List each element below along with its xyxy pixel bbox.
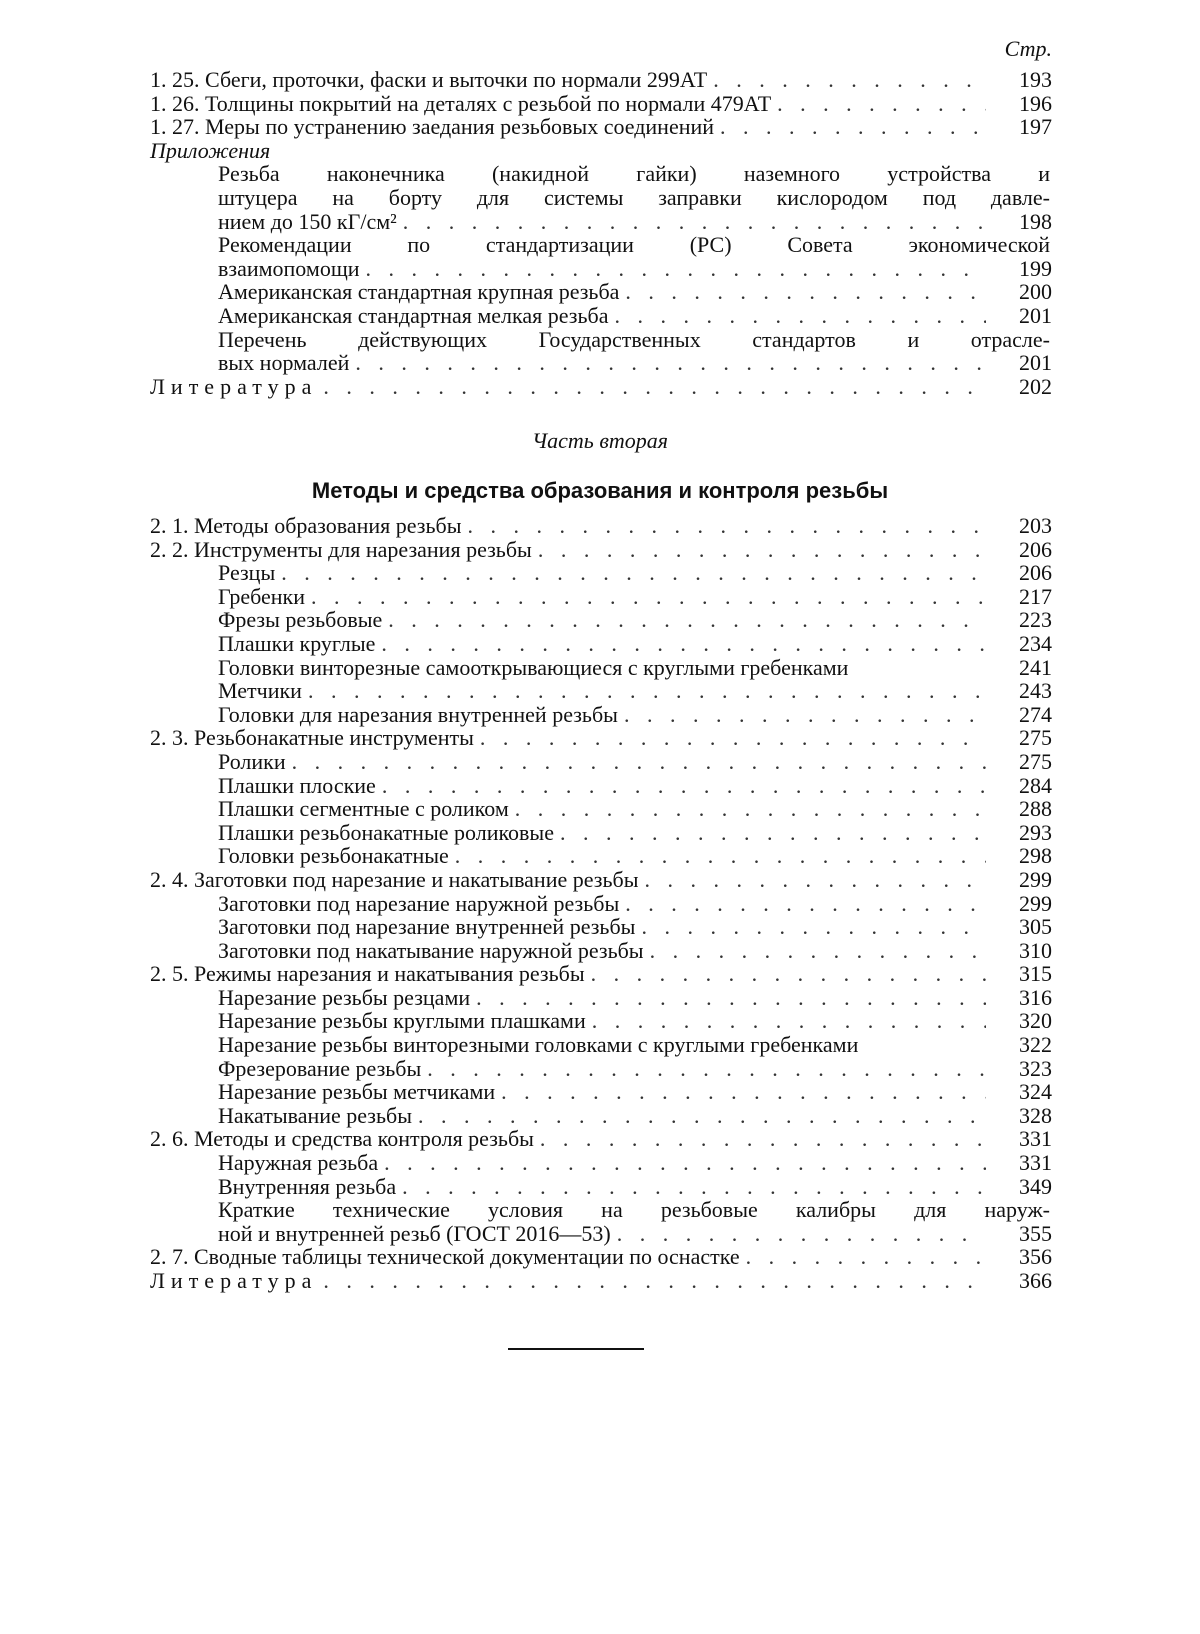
dot-leader	[476, 986, 986, 1010]
toc-entry-title: Нарезание резьбы метчиками	[218, 1079, 496, 1105]
toc-entry-title: Накатывание резьбы	[218, 1102, 413, 1128]
dot-leader	[615, 304, 987, 328]
toc-entry	[150, 1104, 1052, 1128]
toc-page-number: 356	[1019, 1244, 1052, 1270]
toc-entry	[150, 750, 1052, 774]
toc-entry	[150, 868, 1052, 892]
toc-entry-title: 2. 3. Резьбонакатные инструменты	[150, 725, 474, 751]
dot-leader	[644, 868, 986, 892]
toc-entry	[150, 1198, 1052, 1245]
dot-leader	[777, 92, 986, 116]
toc-page-number: 275	[1019, 725, 1052, 751]
toc-entry-title: Головки винторезные самооткрывающиеся с круглыми гребенками	[218, 654, 849, 680]
toc-entry-title: 2. 2. Инструменты для нарезания резьбы	[150, 536, 532, 562]
toc-entry	[150, 68, 1052, 92]
toc-entry	[150, 679, 1052, 703]
toc-page-number: 324	[1019, 1079, 1052, 1105]
dot-leader	[720, 115, 986, 139]
dot-leader	[713, 68, 986, 92]
toc-entry	[150, 1245, 1052, 1269]
dot-leader	[501, 1080, 986, 1104]
toc-page-number: 201	[1019, 350, 1052, 376]
toc-entry-title-line: штуцера на борту для системы заправки кислородом под давле-	[218, 184, 1050, 210]
toc-entry-title: Заготовки под накатывание наружной резьбы	[218, 937, 644, 963]
dot-leader	[515, 797, 986, 821]
toc-entry	[150, 538, 1052, 562]
toc-entry-title: Плашки плоские	[218, 772, 376, 798]
toc-entry-title: Резцы	[218, 560, 276, 586]
toc-page-number: 199	[1019, 255, 1052, 281]
toc-entry-title: Плашки круглые	[218, 630, 376, 656]
dot-leader	[381, 632, 986, 656]
toc-entry-title: 2. 1. Методы образования резьбы	[150, 513, 462, 538]
toc-entry-title: Нарезание резьбы винторезными головками с круглыми гребенками	[218, 1032, 859, 1058]
toc-part-two	[150, 514, 1052, 1293]
toc-page-number: 299	[1019, 866, 1052, 892]
toc-page-number: 331	[1019, 1126, 1052, 1152]
toc-page-number: 322	[1019, 1032, 1052, 1058]
toc-page-number: 284	[1019, 772, 1052, 798]
toc-entry-title: Литература	[150, 373, 318, 399]
dot-leader	[323, 1269, 986, 1293]
toc-entry-title-line: Резьба наконечника (накидной гайки) наземного устройства и	[218, 161, 1050, 187]
toc-entry	[150, 115, 1052, 139]
toc-page-number: 310	[1019, 937, 1052, 963]
toc-page-number: 203	[1019, 513, 1052, 538]
toc-page-number: 293	[1019, 819, 1052, 845]
toc-page-number: 274	[1019, 701, 1052, 727]
toc-entry	[150, 233, 1052, 280]
dot-leader	[746, 1245, 986, 1269]
toc-entry-title: Ролики	[218, 748, 286, 774]
toc-page-number: 288	[1019, 796, 1052, 822]
dot-leader	[418, 1104, 986, 1128]
toc-entry-title: Плашки резьбонакатные роликовые	[218, 819, 554, 845]
toc-entry-title: 2. 7. Сводные таблицы технической документации по оснастке	[150, 1244, 740, 1270]
toc-entry	[150, 844, 1052, 868]
toc-page-number: 315	[1019, 961, 1052, 987]
toc-page-number: 196	[1019, 90, 1052, 116]
toc-entry-title: 2. 4. Заготовки под нарезание и накатывание резьбы	[150, 866, 639, 892]
toc-entry-title-line: Рекомендации по стандартизации (РС) Совета экономической	[218, 232, 1050, 258]
toc-entry	[150, 1057, 1052, 1081]
toc-page-number: 305	[1019, 914, 1052, 940]
toc-entry	[150, 561, 1052, 585]
toc-page-number: 206	[1019, 560, 1052, 586]
toc-entry-title: Метчики	[218, 678, 302, 704]
toc-page-number: 366	[1019, 1268, 1052, 1293]
dot-leader	[467, 514, 986, 538]
toc-entry	[150, 797, 1052, 821]
dot-leader	[403, 210, 986, 234]
toc-entry	[150, 726, 1052, 750]
toc-entry	[150, 892, 1052, 916]
toc-entry	[150, 774, 1052, 798]
toc-entry-title: Приложения	[150, 137, 271, 163]
dot-leader	[480, 726, 986, 750]
toc-entry-title-line: ной и внутренней резьб (ГОСТ 2016—53)	[218, 1220, 611, 1246]
dot-leader	[560, 821, 986, 845]
dot-leader	[292, 750, 986, 774]
toc-entry	[150, 986, 1052, 1010]
toc-entry	[150, 1127, 1052, 1151]
toc-entry-title: 2. 5. Режимы нарезания и накатывания резьбы	[150, 961, 585, 987]
toc-entry-title: Нарезание резьбы резцами	[218, 984, 471, 1010]
toc-page-number: 198	[1019, 208, 1052, 234]
dot-leader	[355, 351, 986, 375]
toc-entry	[150, 632, 1052, 656]
toc-entry-title: Литература	[150, 1268, 318, 1293]
toc-entry-title: Нарезание резьбы круглыми плашками	[218, 1008, 586, 1034]
dot-leader	[625, 280, 986, 304]
toc-entry	[150, 821, 1052, 845]
toc-entry-title-line: вых нормалей	[218, 350, 350, 376]
toc-entry-title-line: Краткие технические условия на резьбовые калибры для наруж-	[218, 1197, 1050, 1223]
toc-entry-title-line: нием до 150 кГ/см²	[218, 208, 397, 234]
toc-entry-title-line: взаимопомощи	[218, 255, 360, 281]
toc-page-number: 217	[1019, 583, 1052, 609]
toc-page-number: 328	[1019, 1102, 1052, 1128]
page-column-header: Стр.	[1004, 36, 1052, 61]
toc-page-number: 200	[1019, 279, 1052, 305]
toc-entry-title: Наружная резьба	[218, 1150, 379, 1176]
dot-leader	[323, 375, 986, 399]
toc-part-one	[150, 68, 1052, 398]
dot-leader	[427, 1057, 986, 1081]
toc-page-number: 234	[1019, 630, 1052, 656]
toc-page-number: 298	[1019, 843, 1052, 869]
toc-entry	[150, 162, 1052, 233]
toc-entry	[150, 656, 1052, 680]
toc-page-number: 243	[1019, 678, 1052, 704]
toc-entry-title: Плашки сегментные с роликом	[218, 796, 509, 822]
toc-entry	[150, 703, 1052, 727]
toc-page-number: 331	[1019, 1150, 1052, 1176]
dot-leader	[641, 915, 986, 939]
dot-leader	[538, 538, 986, 562]
toc-entry-title: Фрезерование резьбы	[218, 1055, 422, 1081]
toc-entry	[150, 514, 1052, 538]
dot-leader	[624, 703, 986, 727]
toc-entry	[150, 1269, 1052, 1293]
toc-page-number: 201	[1019, 302, 1052, 328]
toc-entry	[150, 939, 1052, 963]
toc-entry-title: Заготовки под нарезание внутренней резьбы	[218, 914, 636, 940]
toc-entry	[150, 304, 1052, 328]
dot-leader	[388, 608, 986, 632]
toc-entry	[150, 1080, 1052, 1104]
toc-page-number: 316	[1019, 984, 1052, 1010]
toc-entry-title: Головки для нарезания внутренней резьбы	[218, 701, 618, 727]
toc-page-number: 320	[1019, 1008, 1052, 1034]
toc-page-number: 202	[1019, 373, 1052, 399]
toc-page-number: 323	[1019, 1055, 1052, 1081]
dot-leader	[308, 679, 986, 703]
toc-page-number: 193	[1019, 67, 1052, 92]
dot-leader	[591, 962, 986, 986]
toc-entry	[150, 1175, 1052, 1199]
toc-entry-title: Американская стандартная крупная резьба	[218, 279, 620, 305]
dot-leader	[382, 774, 986, 798]
part-title: Часть вторая	[532, 428, 668, 453]
toc-entry-title: Американская стандартная мелкая резьба	[218, 302, 609, 328]
dot-leader	[366, 257, 986, 281]
toc-entry-title: 2. 6. Методы и средства контроля резьбы	[150, 1126, 534, 1152]
toc-entry	[150, 915, 1052, 939]
toc-page-number: 355	[1019, 1220, 1052, 1246]
toc-page-number: 206	[1019, 536, 1052, 562]
toc-page-number: 349	[1019, 1173, 1052, 1199]
toc-entry-title: Внутренняя резьба	[218, 1173, 397, 1199]
toc-entry-title: Головки резьбонакатные	[218, 843, 449, 869]
toc-entry	[150, 375, 1052, 399]
toc-page-number: 197	[1019, 114, 1052, 140]
dot-leader	[384, 1151, 986, 1175]
toc-entry	[150, 1009, 1052, 1033]
toc-page-number: 223	[1019, 607, 1052, 633]
section-title: Методы и средства образования и контроля резьбы	[311, 478, 889, 503]
dot-leader	[617, 1222, 986, 1246]
toc-page-number: 241	[1019, 654, 1052, 680]
toc-entry	[150, 1151, 1052, 1175]
dot-leader	[281, 561, 986, 585]
toc-entry-title: Заготовки под нарезание наружной резьбы	[218, 890, 620, 916]
dot-leader	[625, 892, 986, 916]
toc-page-number: 275	[1019, 748, 1052, 774]
toc-entry-title-line: Перечень действующих Государственных стандартов и отрасле-	[218, 326, 1050, 352]
toc-entry	[150, 328, 1052, 375]
toc-entry	[150, 608, 1052, 632]
toc-entry-title: Фрезы резьбовые	[218, 607, 383, 633]
dot-leader	[402, 1175, 986, 1199]
toc-entry-title: Гребенки	[218, 583, 306, 609]
toc-entry	[150, 139, 1052, 163]
dot-leader	[311, 585, 986, 609]
toc-entry-title: 1. 27. Меры по устранению заедания резьбовых соединений	[150, 114, 715, 140]
dot-leader	[455, 844, 986, 868]
toc-entry-title: 1. 25. Сбеги, проточки, фаски и выточки по нормали 299АТ	[150, 67, 708, 92]
toc-entry	[150, 962, 1052, 986]
dot-leader	[592, 1009, 986, 1033]
toc-entry	[150, 280, 1052, 304]
toc-page-number: 299	[1019, 890, 1052, 916]
toc-entry	[150, 1033, 1052, 1057]
toc-entry	[150, 92, 1052, 116]
toc-entry-title: 1. 26. Толщины покрытий на деталях с резьбой по нормали 479АТ	[150, 90, 772, 116]
dot-leader	[540, 1127, 986, 1151]
toc-entry	[150, 585, 1052, 609]
dot-leader	[650, 939, 986, 963]
end-rule	[508, 1348, 644, 1350]
